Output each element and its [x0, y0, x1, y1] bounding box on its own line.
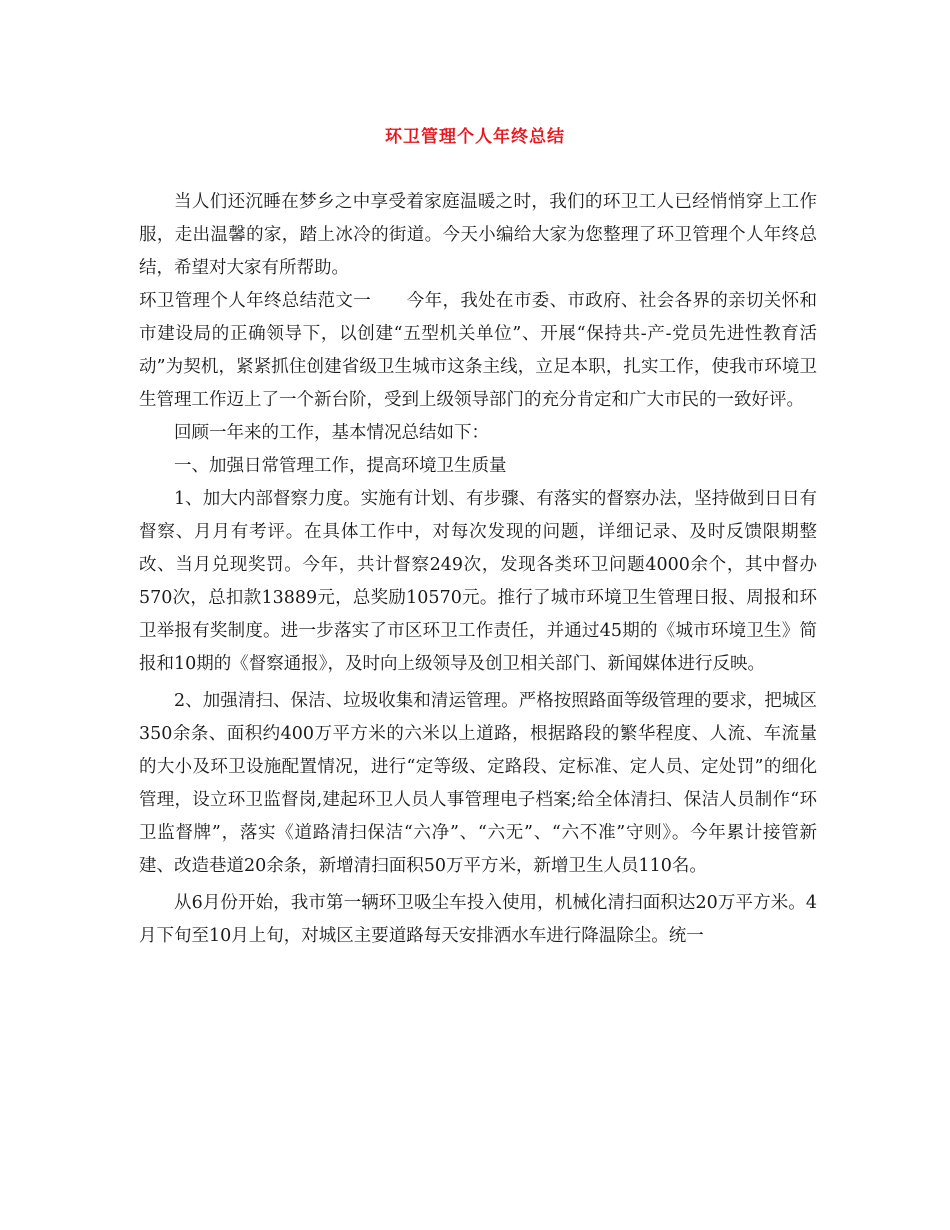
paragraph-review: 回顾一年来的工作，基本情况总结如下：	[174, 423, 489, 443]
paragraph-intro: 当人们还沉睡在梦乡之中享受着家庭温暖之时，我们的环卫工人已经悄悄穿上工作服，走出温馨的家，踏上冰冷的街道。今天小编给大家为您整理了环卫管理个人年终总结，希望对大家有所帮助。	[139, 192, 817, 278]
document-title: 环卫管理个人年终总结	[385, 127, 565, 147]
document-body	[139, 186, 817, 953]
paragraph-sample-one: 环卫管理个人年终总结范文一 今年，我处在市委、市政府、社会各界的亲切关怀和市建设局的正确领导下，以创建“五型机关单位”、开展“保持共-产-党员先进性教育活动”为契机，紧紧抓住创建省级卫生城市这条主线，立足本职，扎实工作，使我市环境卫生管理工作迈上了一个新台阶，受到上级领导部门的充分肯定和广大市民的一致好评。	[139, 291, 817, 410]
paragraph-item-one: 1、加大内部督察力度。实施有计划、有步骤、有落实的督察办法，坚持做到日日有督察、月月有考评。在具体工作中，对每次发现的问题，详细记录、及时反馈限期整改、当月兑现奖罚。今年，共计督察249次，发现各类环卫问题4000余个，其中督办570次，总扣款13889元，总奖励10570元。推行了城市环境卫生管理日报、周报和环卫举报有奖制度。进一步落实了市区环卫工作责任，并通过45期的《城市环境卫生》简报和10期的《督察通报》，及时向上级领导及创卫相关部门、新闻媒体进行反映。	[139, 489, 817, 674]
paragraph-item-two: 2、加强清扫、保洁、垃圾收集和清运管理。严格按照路面等级管理的要求，把城区350余条、面积约400万平方米的六米以上道路，根据路段的繁华程度、人流、车流量的大小及环卫设施配置情况，进行“定等级、定路段、定标准、定人员、定处罚”的细化管理，设立环卫监督岗,建起环卫人员人事管理电子档案;给全体清扫、保洁人员制作“环卫监督牌”，落实《道路清扫保洁“六净”、“六无”、“六不准”守则》。今年累计接管新建、改造巷道20余条，新增清扫面积50万平方米，新增卫生人员110名。	[139, 691, 817, 876]
section-heading-one: 一、加强日常管理工作，提高环境卫生质量	[174, 456, 507, 476]
paragraph-sweeper: 从6月份开始，我市第一辆环卫吸尘车投入使用，机械化清扫面积达20万平方米。4月下旬至10月上旬，对城区主要道路每天安排洒水车进行降温除尘。统一	[139, 893, 817, 946]
